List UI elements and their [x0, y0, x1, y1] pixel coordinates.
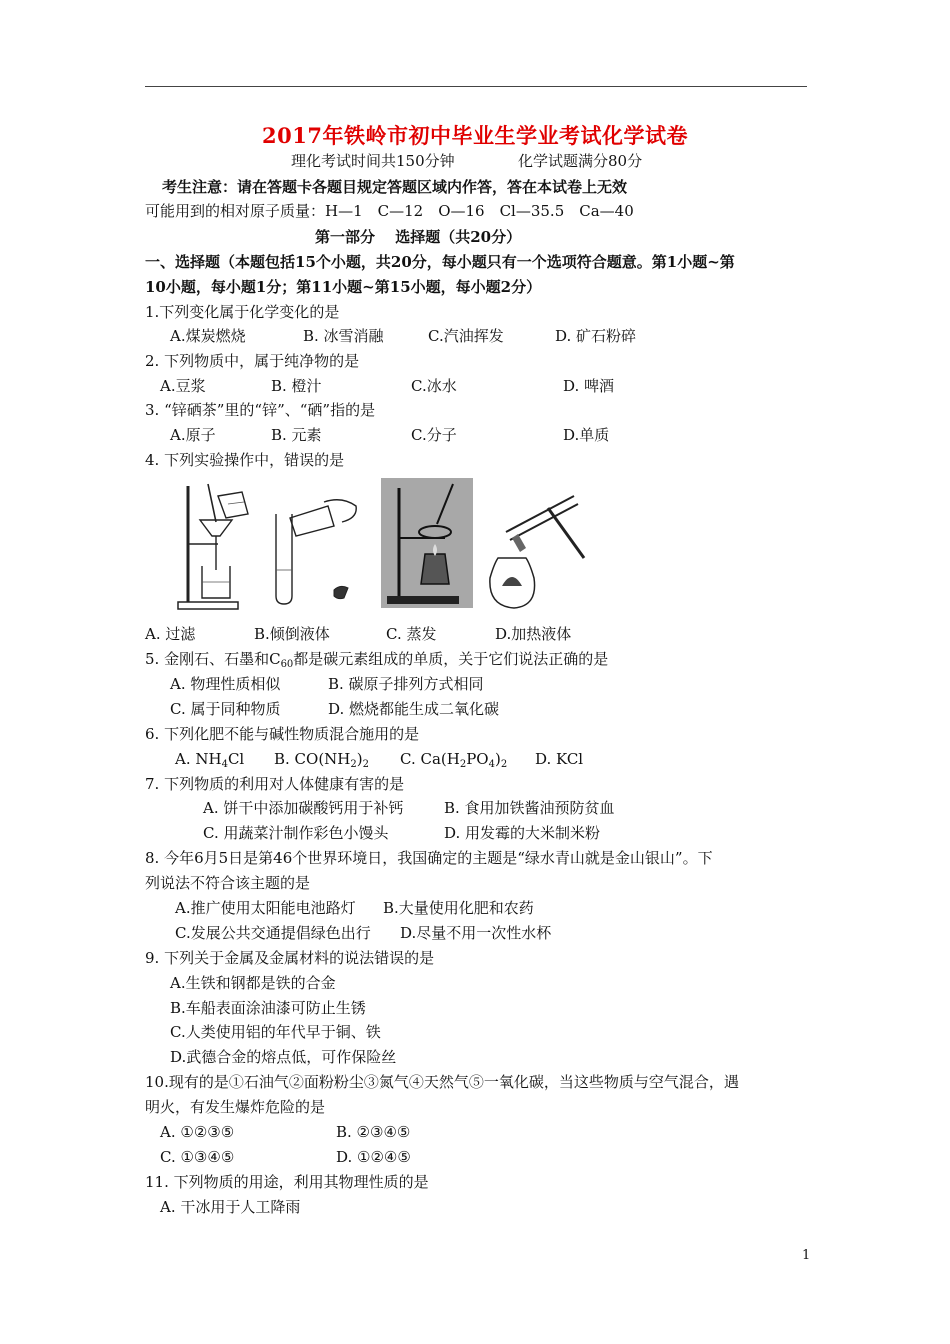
q6-option-a: A. $NH_4Cl$	[175, 750, 245, 770]
q10-option-c: C. ①③④⑤	[160, 1148, 235, 1166]
q8-stem-line1: 8. 今年6月5日是第46个世界环境日，我国确定的主题是“绿水青山就是金山银山”。下	[145, 849, 713, 867]
q8-option-b: B.大量使用化肥和农药	[383, 899, 534, 917]
q2-option-c: C.冰水	[411, 377, 457, 395]
q11-stem: 11. 下列物质的用途，利用其物理性质的是	[145, 1173, 429, 1191]
filtration-illustration	[170, 478, 260, 612]
section-intro-line2: 10小题，每小题1分；第11小题~第15小题，每小题2分）	[145, 278, 542, 296]
q6-stem: 6. 下列化肥不能与碱性物质混合施用的是	[145, 725, 420, 743]
q7-option-a: A. 饼干中添加碳酸钙用于补钙	[203, 799, 404, 817]
q5-option-c: C. 属于同种物质	[170, 700, 281, 718]
q6-option-d: D. KCl	[535, 750, 584, 768]
q3-option-b: B. 元素	[271, 426, 322, 444]
q3-option-c: C.分子	[411, 426, 457, 444]
q10-option-d: D. ①②④⑤	[336, 1148, 411, 1166]
part-title: 第一部分 选择题（共20分）	[315, 228, 522, 246]
pouring-liquid-illustration	[268, 478, 366, 612]
heating-liquid-illustration	[484, 478, 592, 612]
q8-option-a: A.推广使用太阳能电池路灯	[175, 899, 356, 917]
q3-stem: 3. “锌硒茶”里的“锌”、“硒”指的是	[145, 401, 376, 419]
q1-option-a: A.煤炭燃烧	[170, 327, 246, 345]
q9-option-c: C.人类使用铝的年代早于铜、铁	[170, 1023, 381, 1041]
q2-option-b: B. 橙汁	[271, 377, 322, 395]
q1-option-d: D. 矿石粉碎	[555, 327, 637, 345]
q6-option-c: C. $Ca(H_2PO_4)_2$	[400, 750, 508, 770]
q4-stem: 4. 下列实验操作中，错误的是	[145, 451, 345, 469]
q10-stem-line2: 明火，有发生爆炸危险的是	[145, 1098, 326, 1116]
q9-option-a: A.生铁和钢都是铁的合金	[170, 974, 336, 992]
q3-option-d: D.单质	[563, 426, 610, 444]
exam-score: 化学试题满分80分	[518, 152, 643, 170]
page-number: 1	[802, 1248, 811, 1263]
header-rule	[145, 86, 807, 87]
exam-time: 理化考试时间共150分钟	[291, 152, 455, 170]
q9-stem: 9. 下列关于金属及金属材料的说法错误的是	[145, 949, 435, 967]
q7-option-d: D. 用发霉的大米制米粉	[444, 824, 601, 842]
q7-option-b: B. 食用加铁酱油预防贫血	[444, 799, 615, 817]
q6-option-b: B. $CO(NH_2)_2$	[274, 750, 370, 770]
q8-option-d: D.尽量不用一次性水杯	[400, 924, 552, 942]
q8-stem-line2: 列说法不符合该主题的是	[145, 874, 311, 892]
q7-stem: 7. 下列物质的利用对人体健康有害的是	[145, 775, 405, 793]
q4-option-a: A. 过滤	[145, 625, 196, 643]
exam-title: 2017年铁岭市初中毕业生学业考试化学试卷	[262, 123, 688, 148]
q2-option-d: D. 啤酒	[563, 377, 615, 395]
q2-stem: 2. 下列物质中，属于纯净物的是	[145, 352, 360, 370]
q1-option-b: B. 冰雪消融	[303, 327, 384, 345]
q5-option-d: D. 燃烧都能生成二氧化碳	[328, 700, 500, 718]
q2-option-a: A.豆浆	[160, 377, 206, 395]
q4-option-b: B.倾倒液体	[254, 625, 330, 643]
q1-stem: 1.下列变化属于化学变化的是	[145, 303, 340, 321]
exam-notice: 考生注意：请在答题卡各题目规定答题区域内作答，答在本试卷上无效	[162, 178, 628, 196]
q9-option-b: B.车船表面涂油漆可防止生锈	[170, 999, 366, 1017]
q10-option-a: A. ①②③⑤	[160, 1123, 235, 1141]
q3-option-a: A.原子	[170, 426, 216, 444]
q9-option-d: D.武德合金的熔点低，可作保险丝	[170, 1048, 397, 1066]
q10-stem-line1: 10.现有的是①石油气②面粉粉尘③氮气④天然气⑤一氧化碳，当这些物质与空气混合，遇	[145, 1073, 739, 1091]
evaporation-illustration	[381, 478, 473, 608]
q8-option-c: C.发展公共交通提倡绿色出行	[175, 924, 371, 942]
q11-option-a: A. 干冰用于人工降雨	[160, 1198, 301, 1216]
q1-option-c: C.汽油挥发	[428, 327, 504, 345]
q5-option-b: B. 碳原子排列方式相同	[328, 675, 484, 693]
q7-option-c: C. 用蔬菜汁制作彩色小馒头	[203, 824, 389, 842]
q10-option-b: B. ②③④⑤	[336, 1123, 411, 1141]
q4-option-c: C. 蒸发	[386, 625, 437, 643]
q5-option-a: A. 物理性质相似	[170, 675, 281, 693]
q4-option-d: D.加热液体	[495, 625, 572, 643]
section-intro-line1: 一、选择题（本题包括15个小题，共20分，每小题只有一个选项符合题意。第1小题~第	[145, 253, 735, 271]
q5-stem: 5. 金刚石、石墨和$C_{60}$都是碳元素组成的单质，关于它们说法正确的是	[145, 650, 609, 670]
atomic-masses: 可能用到的相对原子质量：H—1 C—12 O—16 Cl—35.5 Ca—40	[145, 202, 634, 220]
